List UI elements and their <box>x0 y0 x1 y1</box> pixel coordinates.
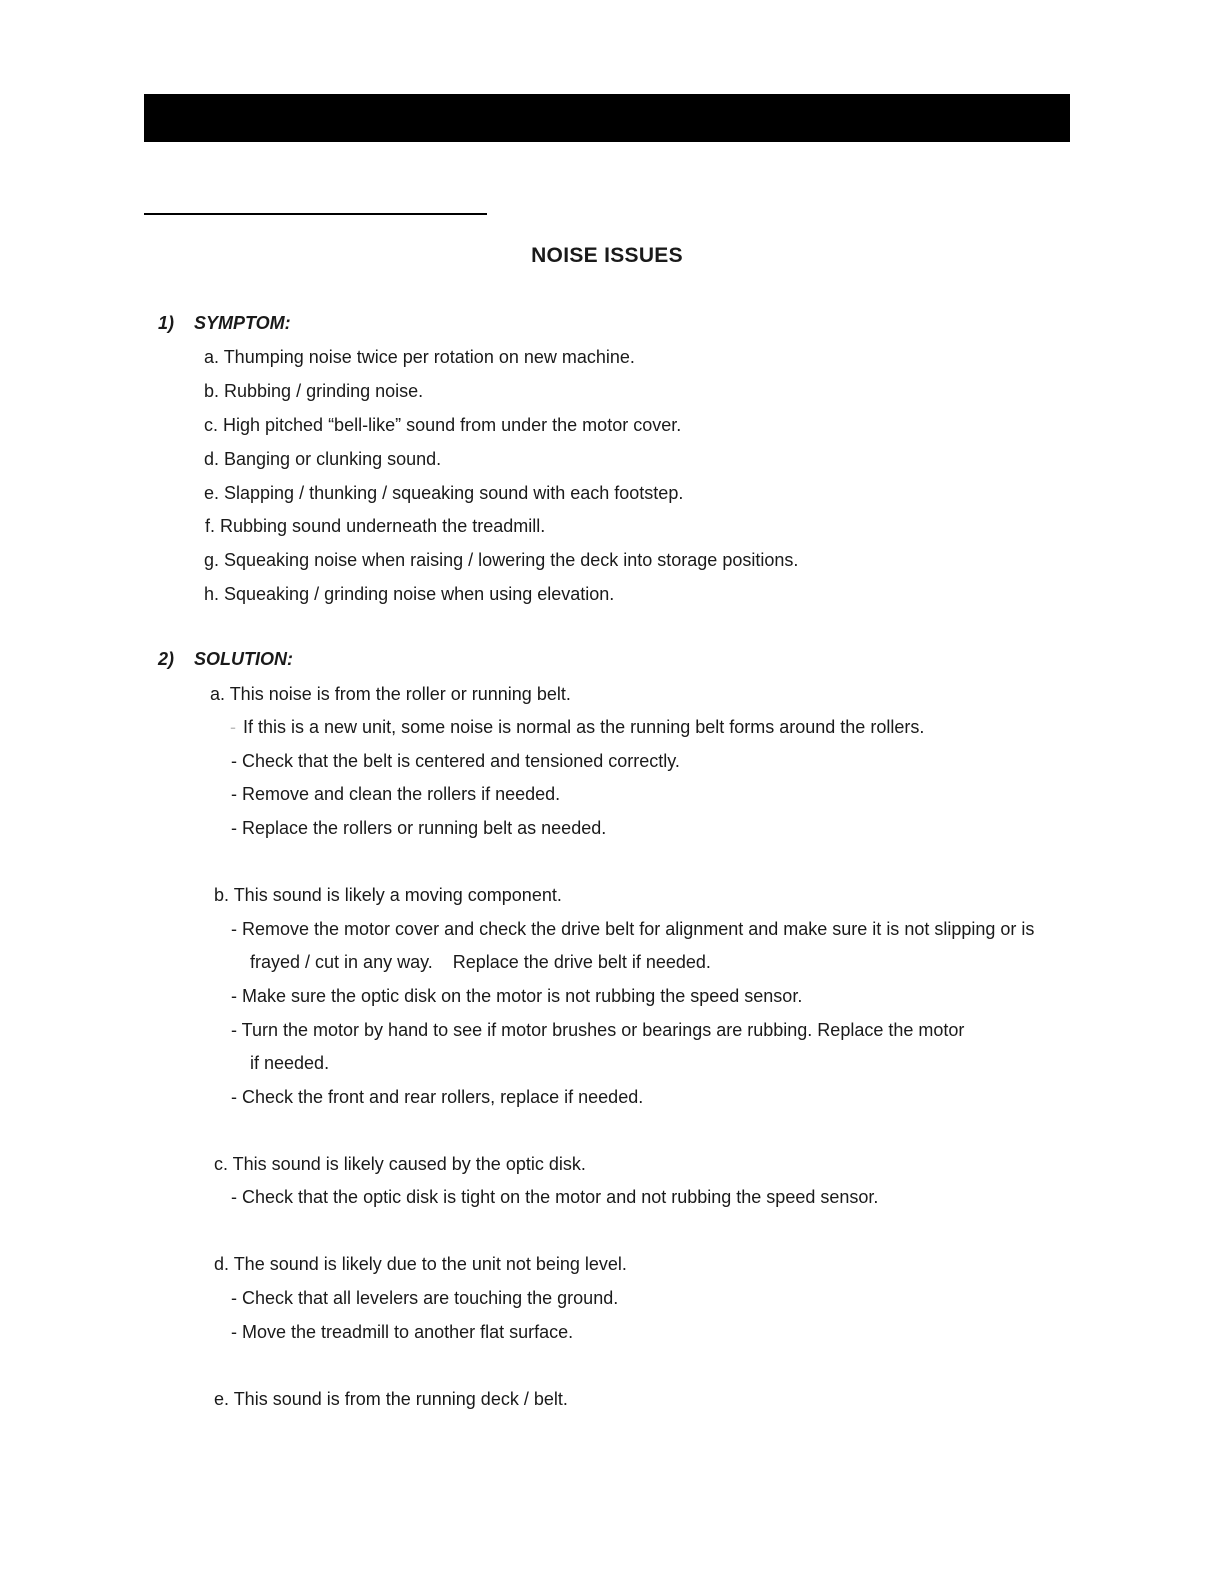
solution-b-heading: b. This sound is likely a moving component. <box>214 885 562 905</box>
symptom-item: e. Slapping / thunking / squeaking sound with each footstep. <box>204 483 684 503</box>
solution-b-step: - Make sure the optic disk on the motor is not rubbing the speed sensor. <box>231 986 803 1006</box>
symptom-item: a. Thumping noise twice per rotation on new machine. <box>204 347 635 367</box>
section-rule <box>144 213 487 215</box>
solution-b-step: - Check the front and rear rollers, replace if needed. <box>231 1087 644 1107</box>
solution-c-step: - Check that the optic disk is tight on the motor and not rubbing the speed sensor. <box>231 1187 879 1207</box>
symptom-number: 1) <box>158 313 175 333</box>
solution-number: 2) <box>158 649 175 669</box>
symptom-item: g. Squeaking noise when raising / lowering the deck into storage positions. <box>204 550 799 570</box>
symptom-item: d. Banging or clunking sound. <box>204 449 442 469</box>
page-title: NOISE ISSUES <box>531 244 683 267</box>
symptom-heading: SYMPTOM: <box>194 313 291 333</box>
solution-heading: SOLUTION: <box>194 649 293 669</box>
solution-a-step: If this is a new unit, some noise is normal as the running belt forms around the rollers. <box>243 717 925 737</box>
solution-d-heading: d. The sound is likely due to the unit not being level. <box>214 1254 627 1274</box>
solution-d-step: - Check that all levelers are touching the ground. <box>231 1288 619 1308</box>
solution-a-step: - Check that the belt is centered and tensioned correctly. <box>231 751 680 771</box>
solution-d-step: - Move the treadmill to another flat surface. <box>231 1322 574 1342</box>
symptom-item: c. High pitched “bell-like” sound from under the motor cover. <box>204 415 682 435</box>
symptom-item: b. Rubbing / grinding noise. <box>204 381 424 401</box>
symptom-item: h. Squeaking / grinding noise when using elevation. <box>204 584 615 604</box>
solution-b-step: - Remove the motor cover and check the drive belt for alignment and make sure it is not slipping or is <box>231 919 1035 939</box>
solution-b-step: if needed. <box>250 1053 330 1073</box>
solution-b-step: - Turn the motor by hand to see if motor brushes or bearings are rubbing. Replace the motor <box>231 1020 965 1040</box>
solution-a-step: - Replace the rollers or running belt as needed. <box>231 818 607 838</box>
solution-c-heading: c. This sound is likely caused by the optic disk. <box>214 1154 586 1174</box>
solution-a-step: - Remove and clean the rollers if needed. <box>231 784 561 804</box>
solution-a-heading: a. This noise is from the roller or running belt. <box>210 684 571 704</box>
header-bar <box>144 94 1070 142</box>
solution-e-heading: e. This sound is from the running deck / belt. <box>214 1389 568 1409</box>
symptom-item: f. Rubbing sound underneath the treadmill. <box>205 516 546 536</box>
faint-dash: - <box>230 717 236 737</box>
solution-b-step: frayed / cut in any way. Replace the drive belt if needed. <box>250 952 711 972</box>
